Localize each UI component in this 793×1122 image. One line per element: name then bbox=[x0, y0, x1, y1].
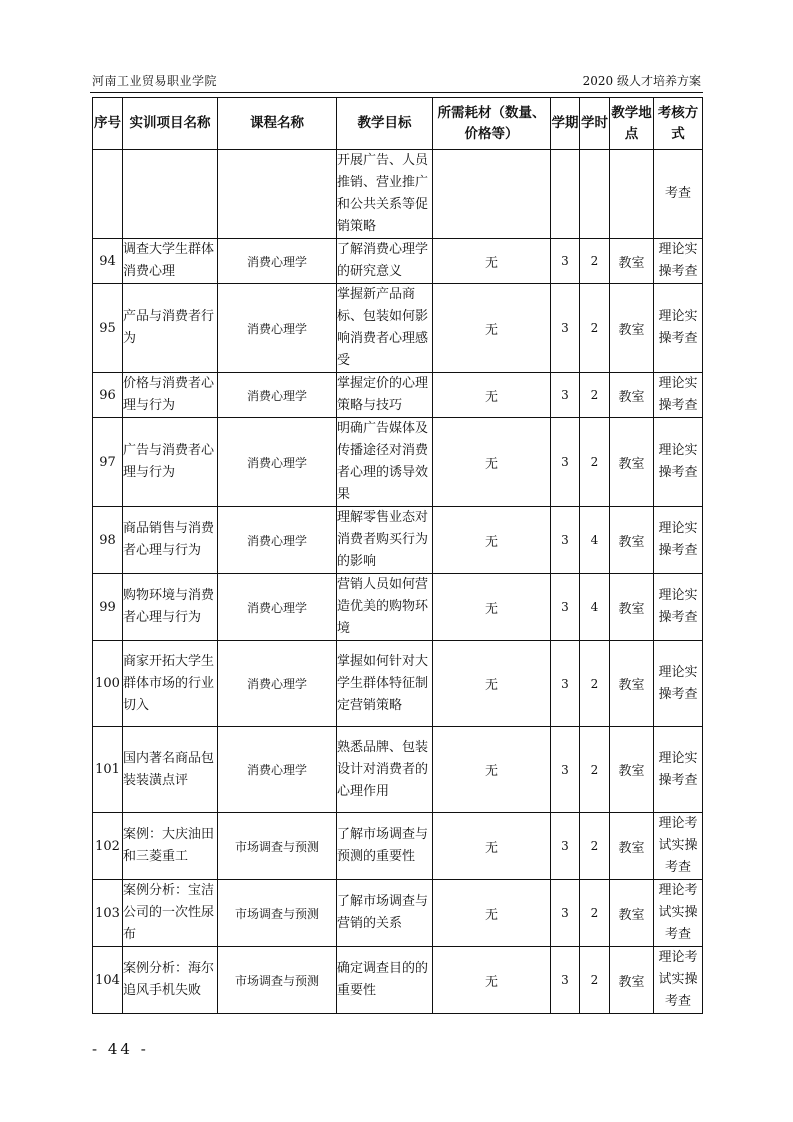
row-assessment: 理论实操考查 bbox=[654, 239, 703, 284]
row-assessment: 理论考试实操考查 bbox=[654, 880, 703, 947]
row-course-name: 消费心理学 bbox=[218, 641, 337, 727]
row-course-name: 市场调查与预测 bbox=[218, 880, 337, 947]
col-project-header: 实训项目名称 bbox=[123, 98, 218, 150]
row-index: 100 bbox=[93, 641, 123, 727]
continuation-assessment: 考查 bbox=[654, 150, 703, 239]
table-row bbox=[93, 574, 703, 641]
row-materials: 无 bbox=[433, 641, 551, 727]
row-index: 94 bbox=[93, 239, 123, 284]
col-materials-header: 所需耗材（数量、价格等） bbox=[433, 98, 551, 150]
row-materials: 无 bbox=[433, 418, 551, 507]
row-assessment: 理论实操考查 bbox=[654, 284, 703, 373]
row-teaching-goal: 明确广告媒体及传播途径对消费者心理的诱导效果 bbox=[337, 418, 433, 507]
row-index: 103 bbox=[93, 880, 123, 947]
col-semester-header: 学期 bbox=[551, 98, 580, 150]
row-index: 97 bbox=[93, 418, 123, 507]
row-location: 教室 bbox=[610, 641, 654, 727]
row-hours: 2 bbox=[580, 239, 610, 284]
row-hours: 4 bbox=[580, 507, 610, 574]
row-course-name: 消费心理学 bbox=[218, 418, 337, 507]
row-project-name: 商品销售与消费者心理与行为 bbox=[123, 507, 218, 574]
row-assessment: 理论实操考查 bbox=[654, 574, 703, 641]
row-materials: 无 bbox=[433, 727, 551, 813]
row-assessment: 理论实操考查 bbox=[654, 727, 703, 813]
col-location-header: 教学地点 bbox=[610, 98, 654, 150]
row-hours: 2 bbox=[580, 284, 610, 373]
row-project-name: 案例分析：宝洁公司的一次性尿布 bbox=[123, 880, 218, 947]
row-semester: 3 bbox=[551, 507, 580, 574]
institution-name: 河南工业贸易职业学院 bbox=[92, 74, 218, 88]
row-hours: 2 bbox=[580, 641, 610, 727]
row-assessment: 理论实操考查 bbox=[654, 641, 703, 727]
document-title: 2020 级人才培养方案 bbox=[582, 74, 701, 88]
row-materials: 无 bbox=[433, 373, 551, 418]
row-project-name: 购物环境与消费者心理与行为 bbox=[123, 574, 218, 641]
row-semester: 3 bbox=[551, 239, 580, 284]
col-index-header: 序号 bbox=[93, 98, 123, 150]
continuation-goal: 开展广告、人员推销、营业推广和公共关系等促销策略 bbox=[337, 150, 433, 239]
table-row bbox=[93, 641, 703, 727]
header-divider bbox=[90, 92, 703, 93]
col-hours-header: 学时 bbox=[580, 98, 610, 150]
row-teaching-goal: 营销人员如何营造优美的购物环境 bbox=[337, 574, 433, 641]
table-header-row bbox=[93, 98, 703, 150]
row-assessment: 理论实操考查 bbox=[654, 373, 703, 418]
row-hours: 2 bbox=[580, 947, 610, 1014]
row-materials: 无 bbox=[433, 284, 551, 373]
table-row bbox=[93, 239, 703, 284]
table-row bbox=[93, 284, 703, 373]
row-semester: 3 bbox=[551, 418, 580, 507]
row-project-name: 国内著名商品包装装潢点评 bbox=[123, 727, 218, 813]
table-row bbox=[93, 880, 703, 947]
row-semester: 3 bbox=[551, 284, 580, 373]
row-course-name: 消费心理学 bbox=[218, 239, 337, 284]
row-teaching-goal: 了解消费心理学的研究意义 bbox=[337, 239, 433, 284]
row-semester: 3 bbox=[551, 813, 580, 880]
row-course-name: 消费心理学 bbox=[218, 507, 337, 574]
row-location: 教室 bbox=[610, 239, 654, 284]
row-location: 教室 bbox=[610, 880, 654, 947]
row-course-name: 消费心理学 bbox=[218, 284, 337, 373]
row-location: 教室 bbox=[610, 947, 654, 1014]
row-assessment: 理论实操考查 bbox=[654, 507, 703, 574]
row-location: 教室 bbox=[610, 284, 654, 373]
row-index: 104 bbox=[93, 947, 123, 1014]
row-teaching-goal: 掌握定价的心理策略与技巧 bbox=[337, 373, 433, 418]
row-teaching-goal: 了解市场调查与预测的重要性 bbox=[337, 813, 433, 880]
row-materials: 无 bbox=[433, 947, 551, 1014]
row-index: 99 bbox=[93, 574, 123, 641]
row-assessment: 理论实操考查 bbox=[654, 418, 703, 507]
row-course-name: 消费心理学 bbox=[218, 574, 337, 641]
row-course-name: 市场调查与预测 bbox=[218, 947, 337, 1014]
row-course-name: 市场调查与预测 bbox=[218, 813, 337, 880]
row-hours: 4 bbox=[580, 574, 610, 641]
col-goal-header: 教学目标 bbox=[337, 98, 433, 150]
row-semester: 3 bbox=[551, 947, 580, 1014]
row-semester: 3 bbox=[551, 727, 580, 813]
row-materials: 无 bbox=[433, 507, 551, 574]
row-project-name: 调查大学生群体消费心理 bbox=[123, 239, 218, 284]
row-course-name: 消费心理学 bbox=[218, 727, 337, 813]
table-row bbox=[93, 727, 703, 813]
row-teaching-goal: 掌握如何针对大学生群体特征制定营销策略 bbox=[337, 641, 433, 727]
col-assessment-header: 考核方式 bbox=[654, 98, 703, 150]
row-hours: 2 bbox=[580, 418, 610, 507]
row-semester: 3 bbox=[551, 574, 580, 641]
row-location: 教室 bbox=[610, 373, 654, 418]
table-row bbox=[93, 813, 703, 880]
table-row bbox=[93, 947, 703, 1014]
row-index: 95 bbox=[93, 284, 123, 373]
row-teaching-goal: 理解零售业态对消费者购买行为的影响 bbox=[337, 507, 433, 574]
continuation-row bbox=[93, 150, 703, 239]
row-course-name: 消费心理学 bbox=[218, 373, 337, 418]
row-project-name: 商家开拓大学生群体市场的行业切入 bbox=[123, 641, 218, 727]
row-project-name: 案例：大庆油田和三菱重工 bbox=[123, 813, 218, 880]
row-hours: 2 bbox=[580, 727, 610, 813]
row-location: 教室 bbox=[610, 574, 654, 641]
row-location: 教室 bbox=[610, 727, 654, 813]
row-teaching-goal: 了解市场调查与营销的关系 bbox=[337, 880, 433, 947]
row-semester: 3 bbox=[551, 373, 580, 418]
row-index: 98 bbox=[93, 507, 123, 574]
row-location: 教室 bbox=[610, 507, 654, 574]
row-assessment: 理论考试实操考查 bbox=[654, 947, 703, 1014]
row-project-name: 产品与消费者行为 bbox=[123, 284, 218, 373]
row-assessment: 理论考试实操考查 bbox=[654, 813, 703, 880]
table-row bbox=[93, 373, 703, 418]
row-teaching-goal: 确定调查目的的重要性 bbox=[337, 947, 433, 1014]
row-location: 教室 bbox=[610, 418, 654, 507]
row-materials: 无 bbox=[433, 880, 551, 947]
row-materials: 无 bbox=[433, 813, 551, 880]
col-course-header: 课程名称 bbox=[218, 98, 337, 150]
row-index: 101 bbox=[93, 727, 123, 813]
row-project-name: 广告与消费者心理与行为 bbox=[123, 418, 218, 507]
row-project-name: 价格与消费者心理与行为 bbox=[123, 373, 218, 418]
row-materials: 无 bbox=[433, 239, 551, 284]
row-teaching-goal: 熟悉品牌、包装设计对消费者的心理作用 bbox=[337, 727, 433, 813]
training-table bbox=[92, 97, 703, 1014]
row-materials: 无 bbox=[433, 574, 551, 641]
row-teaching-goal: 掌握新产品商标、包装如何影响消费者心理感受 bbox=[337, 284, 433, 373]
row-location: 教室 bbox=[610, 813, 654, 880]
table-row bbox=[93, 507, 703, 574]
row-index: 102 bbox=[93, 813, 123, 880]
row-semester: 3 bbox=[551, 641, 580, 727]
row-hours: 2 bbox=[580, 813, 610, 880]
row-index: 96 bbox=[93, 373, 123, 418]
page-number: - 44 - bbox=[92, 1040, 149, 1058]
row-semester: 3 bbox=[551, 880, 580, 947]
row-project-name: 案例分析：海尔追风手机失败 bbox=[123, 947, 218, 1014]
row-hours: 2 bbox=[580, 373, 610, 418]
row-hours: 2 bbox=[580, 880, 610, 947]
table-row bbox=[93, 418, 703, 507]
